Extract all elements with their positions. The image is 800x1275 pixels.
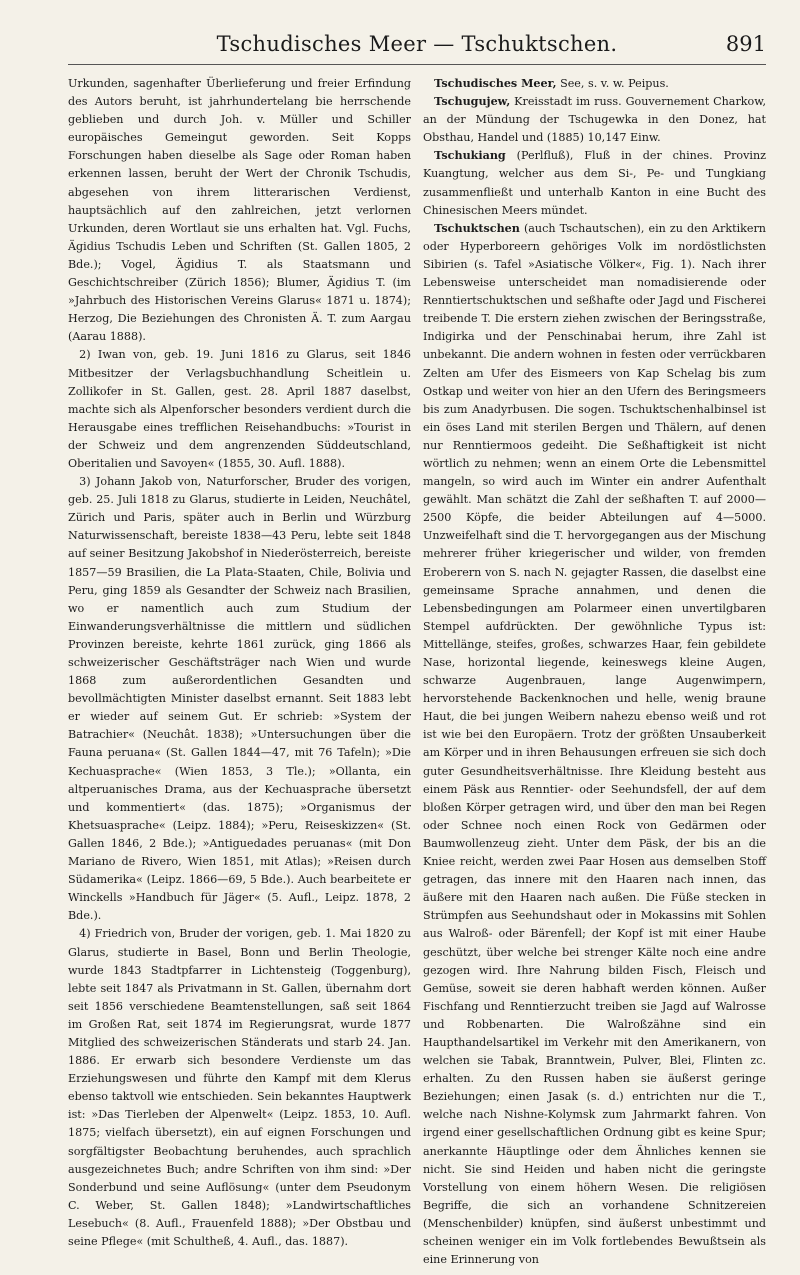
entry-text: Kreisstadt im russ. Gouvernement Charkow, an der Mündung der Tschugewka in den Donez, hat Obsthau, Handel und (1885) 10,147 Einw. xyxy=(423,95,766,145)
paragraph: 2) Iwan von, geb. 19. Juni 1816 zu Glarus, seit 1846 Mitbesitzer der Verlagsbuchhandlung Scheitlein u. Zollikofer in St. Gallen, gest. 28. April 1887 daselbst, machte sich als Alpenforscher besonders verdient durch die Herausgabe eines trefflichen Reisehandbuchs: »Tourist in der Schweiz und dem angrenzenden Süddeutschland, Oberitalien und Savoyen« (1855, 30. Aufl. 1888). xyxy=(68,348,411,470)
entry-tschugujew xyxy=(423,93,766,147)
entry-headword: Tschudisches Meer, xyxy=(434,77,557,90)
entry-headword: Tschukiang xyxy=(434,149,506,163)
page-header xyxy=(68,28,766,65)
entry-headword: Tschuktschen xyxy=(434,221,520,235)
left-column xyxy=(68,75,411,1269)
entry-text: See, s. v. w. Peipus. xyxy=(556,77,669,90)
paragraph: 3) Johann Jakob von, Naturforscher, Bruder des vorigen, geb. 25. Juli 1818 zu Glarus, studierte in Leiden, Neuchâtel, Zürich und Paris, später auch in Berlin und Würzburg Naturwissenschaft, bereiste 1838—43 Peru, lebte seit 1848 auf seiner Besitzung Jakobshof in Niederösterreich, bereiste 1857—59 Brasilien, die La Plata-Staaten, Chile, Bolivia und Peru, ging 1859 als Gesandter der Schweiz nach Brasilien, wo er namentlich auch zum Studium der Einwanderungsverhältnisse die mittlern und südlichen Provinzen bereiste, kehrte 1861 zurück, ging 1866 als schweizerischer Geschäftsträger nach Wien und wurde 1868 zum außerordentlichen Gesandten und bevollmächtigten Minister daselbst ernannt. Seit 1883 lebt er wieder auf seinem Gut. Er schrieb: »System der Batrachier« (Neuchât. 1838); »Untersuchungen über die Fauna peruana« (St. Gallen 1844—47, mit 76 Tafeln); »Die Kechuasprache« (Wien 1853, 3 Tle.); »Ollanta, ein altperuanisches Drama, aus der Kechuasprache übersetzt und kommentiert« (das. 1875); »Organismus der Khetsuasprache« (Leipz. 1884); »Peru, Reiseskizzen« (St. Gallen 1846, 2 Bde.); »Antiguedades peruanas« (mit Don Mariano de Rivero, Wien 1851, mit Atlas); »Reisen durch Südamerika« (Leipz. 1866—69, 5 Bde.). Auch bearbeitete er Winckells »Handbuch für Jäger« (5. Aufl., Leipz. 1878, 2 Bde.). xyxy=(68,475,411,923)
entry-tschukiang xyxy=(423,147,766,219)
entry-text: (Perlfluß), Fluß in der chines. Provinz Kuangtung, welcher aus dem Si-, Pe- und Tungkiang zusammenfließt und unterhalb Kanton in eine Bucht des Chinesischen Meers mündet. xyxy=(423,149,766,217)
running-title: Tschudisches Meer — Tschuktschen. xyxy=(216,32,618,56)
right-column xyxy=(423,75,766,1269)
text-columns xyxy=(68,75,766,1269)
entry-text: (auch Tschautschen), ein zu den Arktikern oder Hyperboreern gehöriges Volk im nordöstlichsten Sibirien (s. Tafel »Asiatische Völker«, Fig. 1). Nach ihrer Lebensweise unterscheidet man nomadisierende oder Renntiertschuktschen und seßhafte oder Jagd und Fischerei treibende T. Die erstern ziehen zwischen der Beringsstraße, Indigirka und der Penschinabai herum, ihre Zahl ist unbekannt. Die andern wohnen in festen oder verrückbaren Zelten am Ufer des Eismeers von Kap Schelag bis zum Ostkap und weiter von hier an den Ufern des Beringsmeers bis zum Anadyrbusen. Die sogen. Tschuktschenhalbinsel ist ein öses Land mit sterilen Bergen und Thälern, auf denen nur Renntiermoos gedeiht. Die Seßhaftigkeit ist nicht wörtlich zu nehmen; wenn an einem Orte die Lebensmittel mangeln, so wird auch im Winter ein andrer Aufenthalt gewählt. Man schätzt die Zahl der seßhaften T. auf 2000—2500 Köpfe, die beider Abteilungen auf 4—5000. Unzweifelhaft sind die T. hervorgegangen aus der Mischung mehrerer früher kriegerischer und wilder, von fremden Eroberern von S. nach N. gejagter Rassen, die daselbst eine gemeinsame Sprache annahmen, und denen die Lebensbedingungen am Polarmeer einen unvertilgbaren Stempel aufdrückten. Der gewöhnliche Typus ist: Mittellänge, steifes, großes, schwarzes Haar, fein gebildete Nase, horizontal liegende, keineswegs kleine Augen, schwarze Augenbrauen, lange Augenwimpern, hervorstehende Backenknochen und helle, wenig braune Haut, die bei jungen Weibern nahezu ebenso weiß und rot ist wie bei den Europäern. Trotz der größten Unsauberkeit am Körper und in ihren Behausungen erfreuen sie sich doch guter Gesundheitsverhältnisse. Ihre Kleidung besteht aus einem Päsk aus Renntier- oder Seehundsfell, der auf dem bloßen Körper getragen wird, und über den man bei Regen oder Schnee noch einen Rock von Gedärmen oder Baumwollenzeug zieht. Unter dem Päsk, der bis an die Kniee reicht, werden zwei Paar Hosen aus demselben Stoff getragen, das innere mit den Haaren nach innen, das äußere mit den Haaren nach außen. Die Füße stecken in Strümpfen aus Seehundshaut oder in Mokassins mit Sohlen aus Walroß- oder Bärenfell; der Kopf ist mit einer Haube geschützt, über welche bei strenger Kälte noch eine andre gezogen wird. Ihre Nahrung bilden Fisch, Fleisch und Gemüse, soweit sie deren habhaft werden können. Außer Fischfang und Renntierzucht treiben sie Jagd auf Walrosse und Robbenarten. Die Walroßzähne sind ein Haupthandelsartikel im Verkehr mit den Amerikanern, von welchen sie Tabak, Branntwein, Pulver, Blei, Flinten zc. erhalten. Zu den Russen haben sie äußerst geringe Beziehungen; einen Jasak (s. d.) entrichten nur die T., welche nach Nishne-Kolymsk zum Jahrmarkt fahren. Von irgend einer gesellschaftlichen Ordnung gibt es keine Spur; anerkannte Häuptlinge oder dem Ähnliches kennen sie nicht. Sie sind Heiden und haben nicht die geringste Vorstellung von einem höhern Wesen. Die religiösen Begriffe, die sich an vorhandene Schnitzereien (Menschenbilder) knüpfen, sind äußerst unbestimmt und scheinen weniger ein im Volk fortlebendes Bewußtsein als eine Erinnerung von xyxy=(423,221,766,1267)
entry-tschudisches-meer xyxy=(423,75,766,93)
paragraph: Urkunden, sagenhafter Überlieferung und freier Erfindung des Autors beruht, ist jahrhundertelang bie herrschende geblieben und durch Joh. v. Müller und Schiller europäisches Gemeingut geworden. Seit Kopps Forschungen haben dieselbe als Sage oder Roman haben erkennen lassen, beruht der Wert der Chronik Tschudis, abgesehen von ihrem litterarischen Verdienst, hauptsächlich auf den zahlreichen, jetzt verlornen Urkunden, deren Wortlaut sie uns erhalten hat. Vgl. Fuchs, Ägidius Tschudis Leben und Schriften (St. Gallen 1805, 2 Bde.); Vogel, Ägidius T. als Staatsmann und Geschichtschreiber (Zürich 1856); Blumer, Ägidius T. (im »Jahrbuch des Historischen Vereins Glarus« 1871 u. 1874); Herzog, Die Beziehungen des Chronisten Ä. T. zum Aargau (Aarau 1888). xyxy=(68,77,411,344)
page-number: 891 xyxy=(725,32,766,56)
paragraph: 4) Friedrich von, Bruder der vorigen, geb. 1. Mai 1820 zu Glarus, studierte in Basel, Bonn und Berlin Theologie, wurde 1843 Stadtpfarrer in Lichtensteig (Toggenburg), lebte seit 1847 als Privatmann in St. Gallen, übernahm dort seit 1856 verschiedene Beamtenstellungen, saß seit 1864 im Großen Rat, seit 1874 im Regierungsrat, wurde 1877 Mitglied des schweizerischen Ständerats und starb 24. Jan. 1886. Er erwarb sich besondere Verdienste um das Erziehungswesen und führte den Kampf mit dem Klerus ebenso taktvoll wie entschieden. Sein bekanntes Hauptwerk ist: »Das Tierleben der Alpenwelt« (Leipz. 1853, 10. Aufl. 1875; vielfach übersetzt), ein auf eignen Forschungen und sorgfältigster Beobachtung beruhendes, auch sprachlich ausgezeichnetes Buch; andre Schriften von ihm sind: »Der Sonderbund und seine Auflösung« (unter dem Pseudonym C. Weber, St. Gallen 1848); »Landwirtschaftliches Lesebuch« (8. Aufl., Frauenfeld 1888); »Der Obstbau und seine Pflege« (mit Schultheß, 4. Aufl., das. 1887). xyxy=(68,927,411,1248)
entry-tschuktschen xyxy=(423,220,766,1269)
entry-headword: Tschugujew, xyxy=(434,95,511,109)
